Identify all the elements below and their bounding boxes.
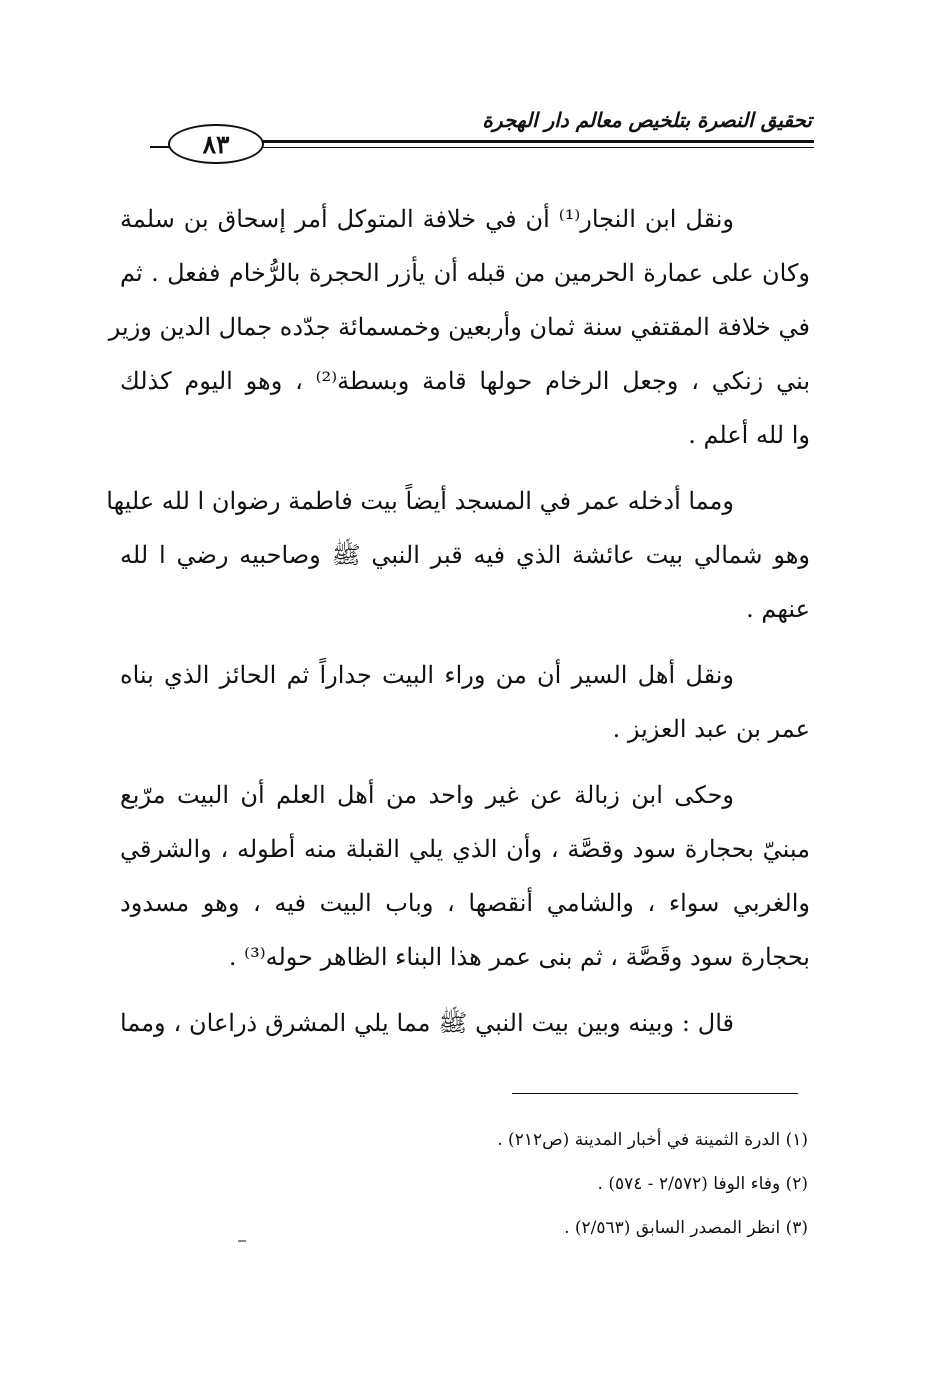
paragraph [106,474,810,636]
text-line: والغربي سواء ، والشامي أنقصها ، وباب البيت فيه ، وهو مسدود [120,889,810,917]
text-line: ونقل أهل السير أن من وراء البيت جداراً ثم الحائز الذي بناه [120,661,734,689]
footnote-separator [512,1093,798,1094]
text-line: وا لله أعلم . [688,421,810,449]
text-line: في خلافة المقتفي سنة ثمان وأربعين وخمسمائة جدّده جمال الدين وزير [108,313,810,341]
text-line: وحكى ابن زبالة عن غير واحد من أهل العلم أن البيت مرّبع [120,781,734,809]
body-text [106,192,811,1050]
footnotes [308,1118,808,1250]
paragraph [120,648,810,756]
text-line: عمر بن عبد العزيز . [612,715,810,743]
text-line: مبنيّ بحجارة سود وقصَّة ، وأن الذي يلي القبلة منه أطوله ، والشرقي [120,835,810,863]
text-line: قال : وبينه وبين بيت النبي ﷺ مما يلي المشرق ذراعان ، ومما [120,1009,734,1037]
text-line: وكان على عمارة الحرمين من قبله أن يأزر الحجرة بالرُّخام ففعل . ثم [120,259,810,287]
running-header-title: تحقيق النصرة بتلخيص معالم دار الهجرة [482,108,812,132]
header-rule-thick [262,140,814,143]
text-line: ومما أدخله عمر في المسجد أيضاً بيت فاطمة رضوان ا لله عليها [106,487,734,515]
paragraph [108,192,811,462]
text-line: بحجارة سود وقَصَّة ، ثم بنى عمر هذا البناء الظاهر حوله⁽³⁾ . [228,943,810,971]
paragraph [120,996,810,1050]
text-line: عنهم . [746,595,810,623]
page-number-oval [168,124,264,164]
paragraph [120,768,810,984]
text-line: ونقل ابن النجار⁽¹⁾ أن في خلافة المتوكل أمر إسحاق بن سلمة [120,205,734,233]
footnote: (٣) انظر المصدر السابق (٢/٥٦٣) . [564,1218,808,1238]
scan-speck [238,1240,246,1242]
text-line: بني زنكي ، وجعل الرخام حولها قامة وبسطة⁽²⁾ ، وهو اليوم كذلك [120,367,811,395]
text-line: وهو شمالي بيت عائشة الذي فيه قبر النبي ﷺ وصاحبيه رضي ا لله [120,541,810,569]
header-rule-tail [150,146,170,148]
page-number: ٨٣ [202,129,230,159]
footnote: (١) الدرة الثمينة في أخبار المدينة (ص٢١٢) . [497,1130,808,1150]
header-rule-thin [262,147,814,148]
footnote: (٢) وفاء الوفا (٢/٥٧٢ - ٥٧٤) . [597,1174,808,1194]
